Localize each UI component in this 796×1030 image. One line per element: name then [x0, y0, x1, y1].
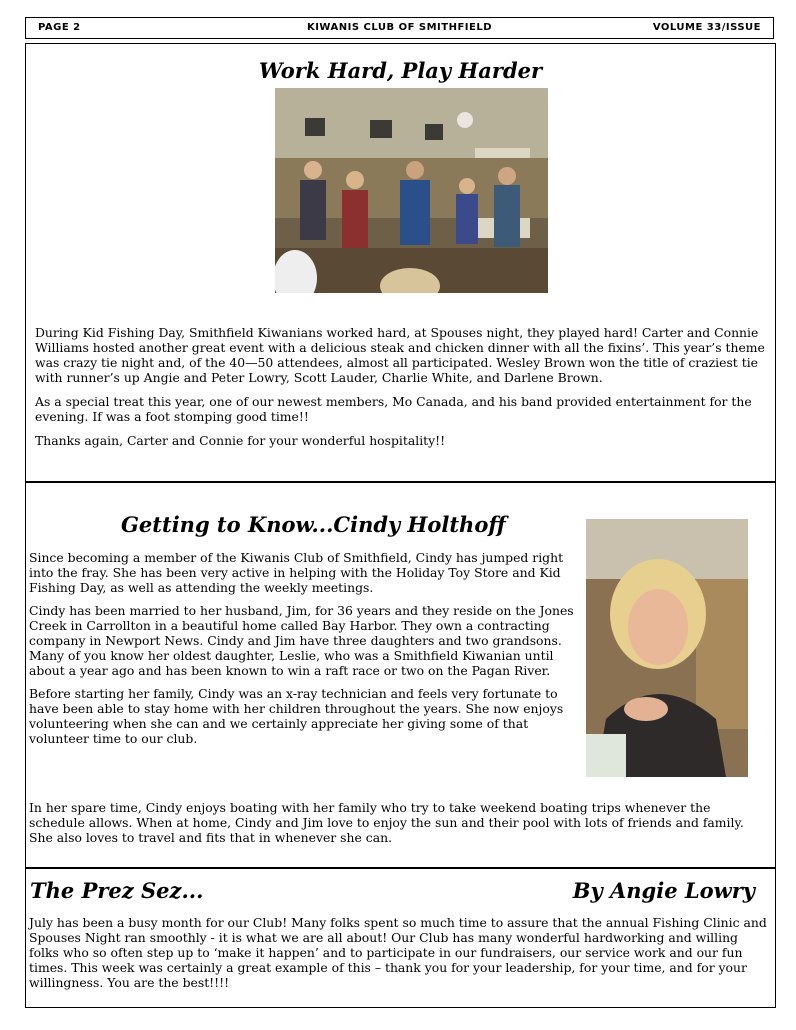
newsletter-title: KIWANIS CLUB OF SMITHFIELD — [306, 22, 493, 33]
article-body-full-width — [29, 800, 769, 845]
paragraph: Thanks again, Carter and Connie for your wonderful hospitality!! — [35, 433, 446, 448]
article-byline: By Angie Lowry — [572, 878, 755, 903]
page-number: PAGE 2 — [38, 22, 81, 33]
article-body — [29, 550, 577, 754]
article-title: Work Hard, Play Harder — [258, 58, 543, 83]
article-title: The Prez Sez... — [30, 878, 204, 903]
paragraph: As a special treat this year, one of our newest members, Mo Canada, and his band provided entertainment for the evening. If was a foot stomping good time!! — [35, 394, 752, 424]
member-portrait-photo — [586, 519, 748, 777]
paragraph: Cindy has been married to her husband, Jim, for 36 years and they reside on the Jones Creek in Carrollton in a beautiful home called Bay Harbor. They own a contracting company in Newport News. Cindy and Jim have three daughters and two grandsons. Many of you know her oldest daughter, Leslie, who was a Smithfield Kiwanian until about a year ago and has been known to win a raft race or two on the Pagan River. — [29, 603, 574, 678]
volume-issue: VOLUME 33/ISSUE — [652, 22, 761, 33]
article-prez-sez — [25, 867, 776, 1008]
event-photo — [275, 88, 548, 293]
article-getting-to-know — [25, 481, 776, 869]
article-work-hard-play-harder — [25, 43, 776, 483]
article-body — [35, 325, 767, 457]
page-header — [25, 17, 774, 39]
paragraph: Since becoming a member of the Kiwanis Club of Smithfield, Cindy has jumped right into the fray. She has been very active in helping with the Holiday Toy Store and Kid Fishing Day, as well as attending the weekly meetings. — [29, 550, 564, 595]
article-body — [29, 915, 769, 990]
paragraph: July has been a busy month for our Club! Many folks spent so much time to assure that the annual Fishing Clinic and Spouses Night ran smoothly - it is what we are all about! Our Club has many wonderful hardworking and willing folks who so often step up to ‘make it happen’ and to participate in our fundraisers, our service work and our fun times. This week was certainly a great example of this – thank you for your leadership, for your time, and for your willingness. You are the best!!!! — [29, 915, 767, 990]
paragraph: In her spare time, Cindy enjoys boating with her family who try to take weekend boating trips whenever the schedule allows. When at home, Cindy and Jim love to enjoy the sun and their pool with lots of friends and family. She also loves to travel and fits that in whenever she can. — [29, 800, 744, 845]
article-title: Getting to Know...Cindy Holthoff — [121, 512, 506, 537]
paragraph: During Kid Fishing Day, Smithfield Kiwanians worked hard, at Spouses night, they played hard! Carter and Connie Williams hosted another great event with a delicious steak and chicken dinner with all the fixins’. This year’s theme was crazy tie night and, of the 40—50 attendees, almost all participated. Wesley Brown won the title of craziest tie with runner’s up Angie and Peter Lowry, Scott Lauder, Charlie White, and Darlene Brown. — [35, 325, 765, 385]
paragraph: Before starting her family, Cindy was an x-ray technician and feels very fortunate to have been able to stay home with her children throughout the years. She now enjoys volunteering when she can and we certainly appreciate her giving some of that volunteer time to our club. — [29, 686, 564, 746]
